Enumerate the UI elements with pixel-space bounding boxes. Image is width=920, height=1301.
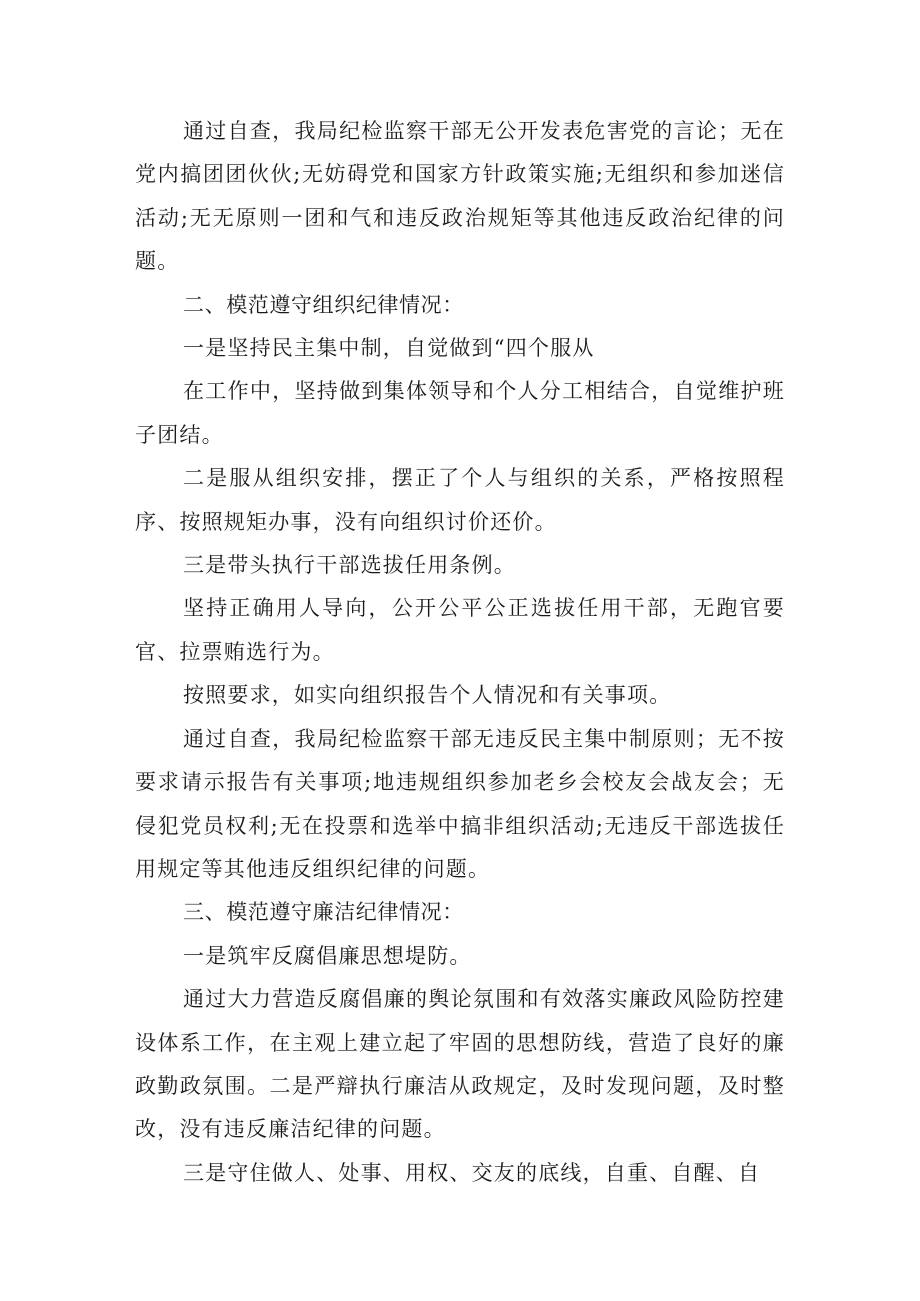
paragraph-team-unity: 在工作中，坚持做到集体领导和个人分工相结合，自觉维护班子团结。 [135, 379, 785, 447]
paragraph-personal-reporting: 按照要求，如实向组织报告个人情况和有关事项。 [183, 683, 672, 708]
document-body [135, 110, 785, 1195]
paragraph-correct-employment: 坚持正确用人导向，公开公平公正选拔任用干部，无跑官要官、拉票贿选行为。 [135, 596, 785, 664]
paragraph-political-discipline-check: 通过自查，我局纪检监察干部无公开发表危害党的言论；无在党内搞团团伙伙;无妨碍党和国家方针政策实施;无组织和参加迷信活动;无无原则一团和气和违反政治规矩等其他违反政治纪律的问题。 [135, 119, 785, 274]
paragraph-anti-corruption-defense: 一是筑牢反腐倡廉思想堤防。 [183, 943, 472, 968]
paragraph-democratic-centralism: 一是坚持民主集中制，自觉做到“四个服从 [183, 336, 595, 361]
paragraph-integrity-atmosphere: 通过大力营造反腐倡廉的舆论氛围和有效落实廉政风险防控建设体系工作，在主观上建立起了牢固的思想防线，营造了良好的廉政勤政氛围。二是严辯执行廉洁从政规定，及时发现问题，及时整改，没有违反廉洁纪律的问题。 [135, 987, 785, 1142]
paragraph-bottom-line: 三是守住做人、处事、用权、交友的底线，自重、自醒、自 [183, 1160, 761, 1185]
paragraph-organizational-discipline-check: 通过自查，我局纪检监察干部无违反民主集中制原则；无不按要求请示报告有关事项;地违规组织参加老乡会校友会战友会；无侵犯党员权利;无在投票和选举中搞非组织活动;无违反干部选拔任用规定等其他违反组织纪律的问题。 [135, 726, 785, 881]
section-heading-integrity-discipline: 三、模范遵守廉洁纪律情况： [183, 900, 464, 925]
paragraph-obey-organization: 二是服从组织安排，摆正了个人与组织的关系，严格按照程序、按照规矩办事，没有向组织讨价还价。 [135, 466, 785, 534]
paragraph-cadre-selection-rules: 三是带头执行干部选拔任用条例。 [183, 553, 516, 578]
section-heading-organizational-discipline: 二、模范遵守组织纪律情况： [183, 292, 464, 317]
